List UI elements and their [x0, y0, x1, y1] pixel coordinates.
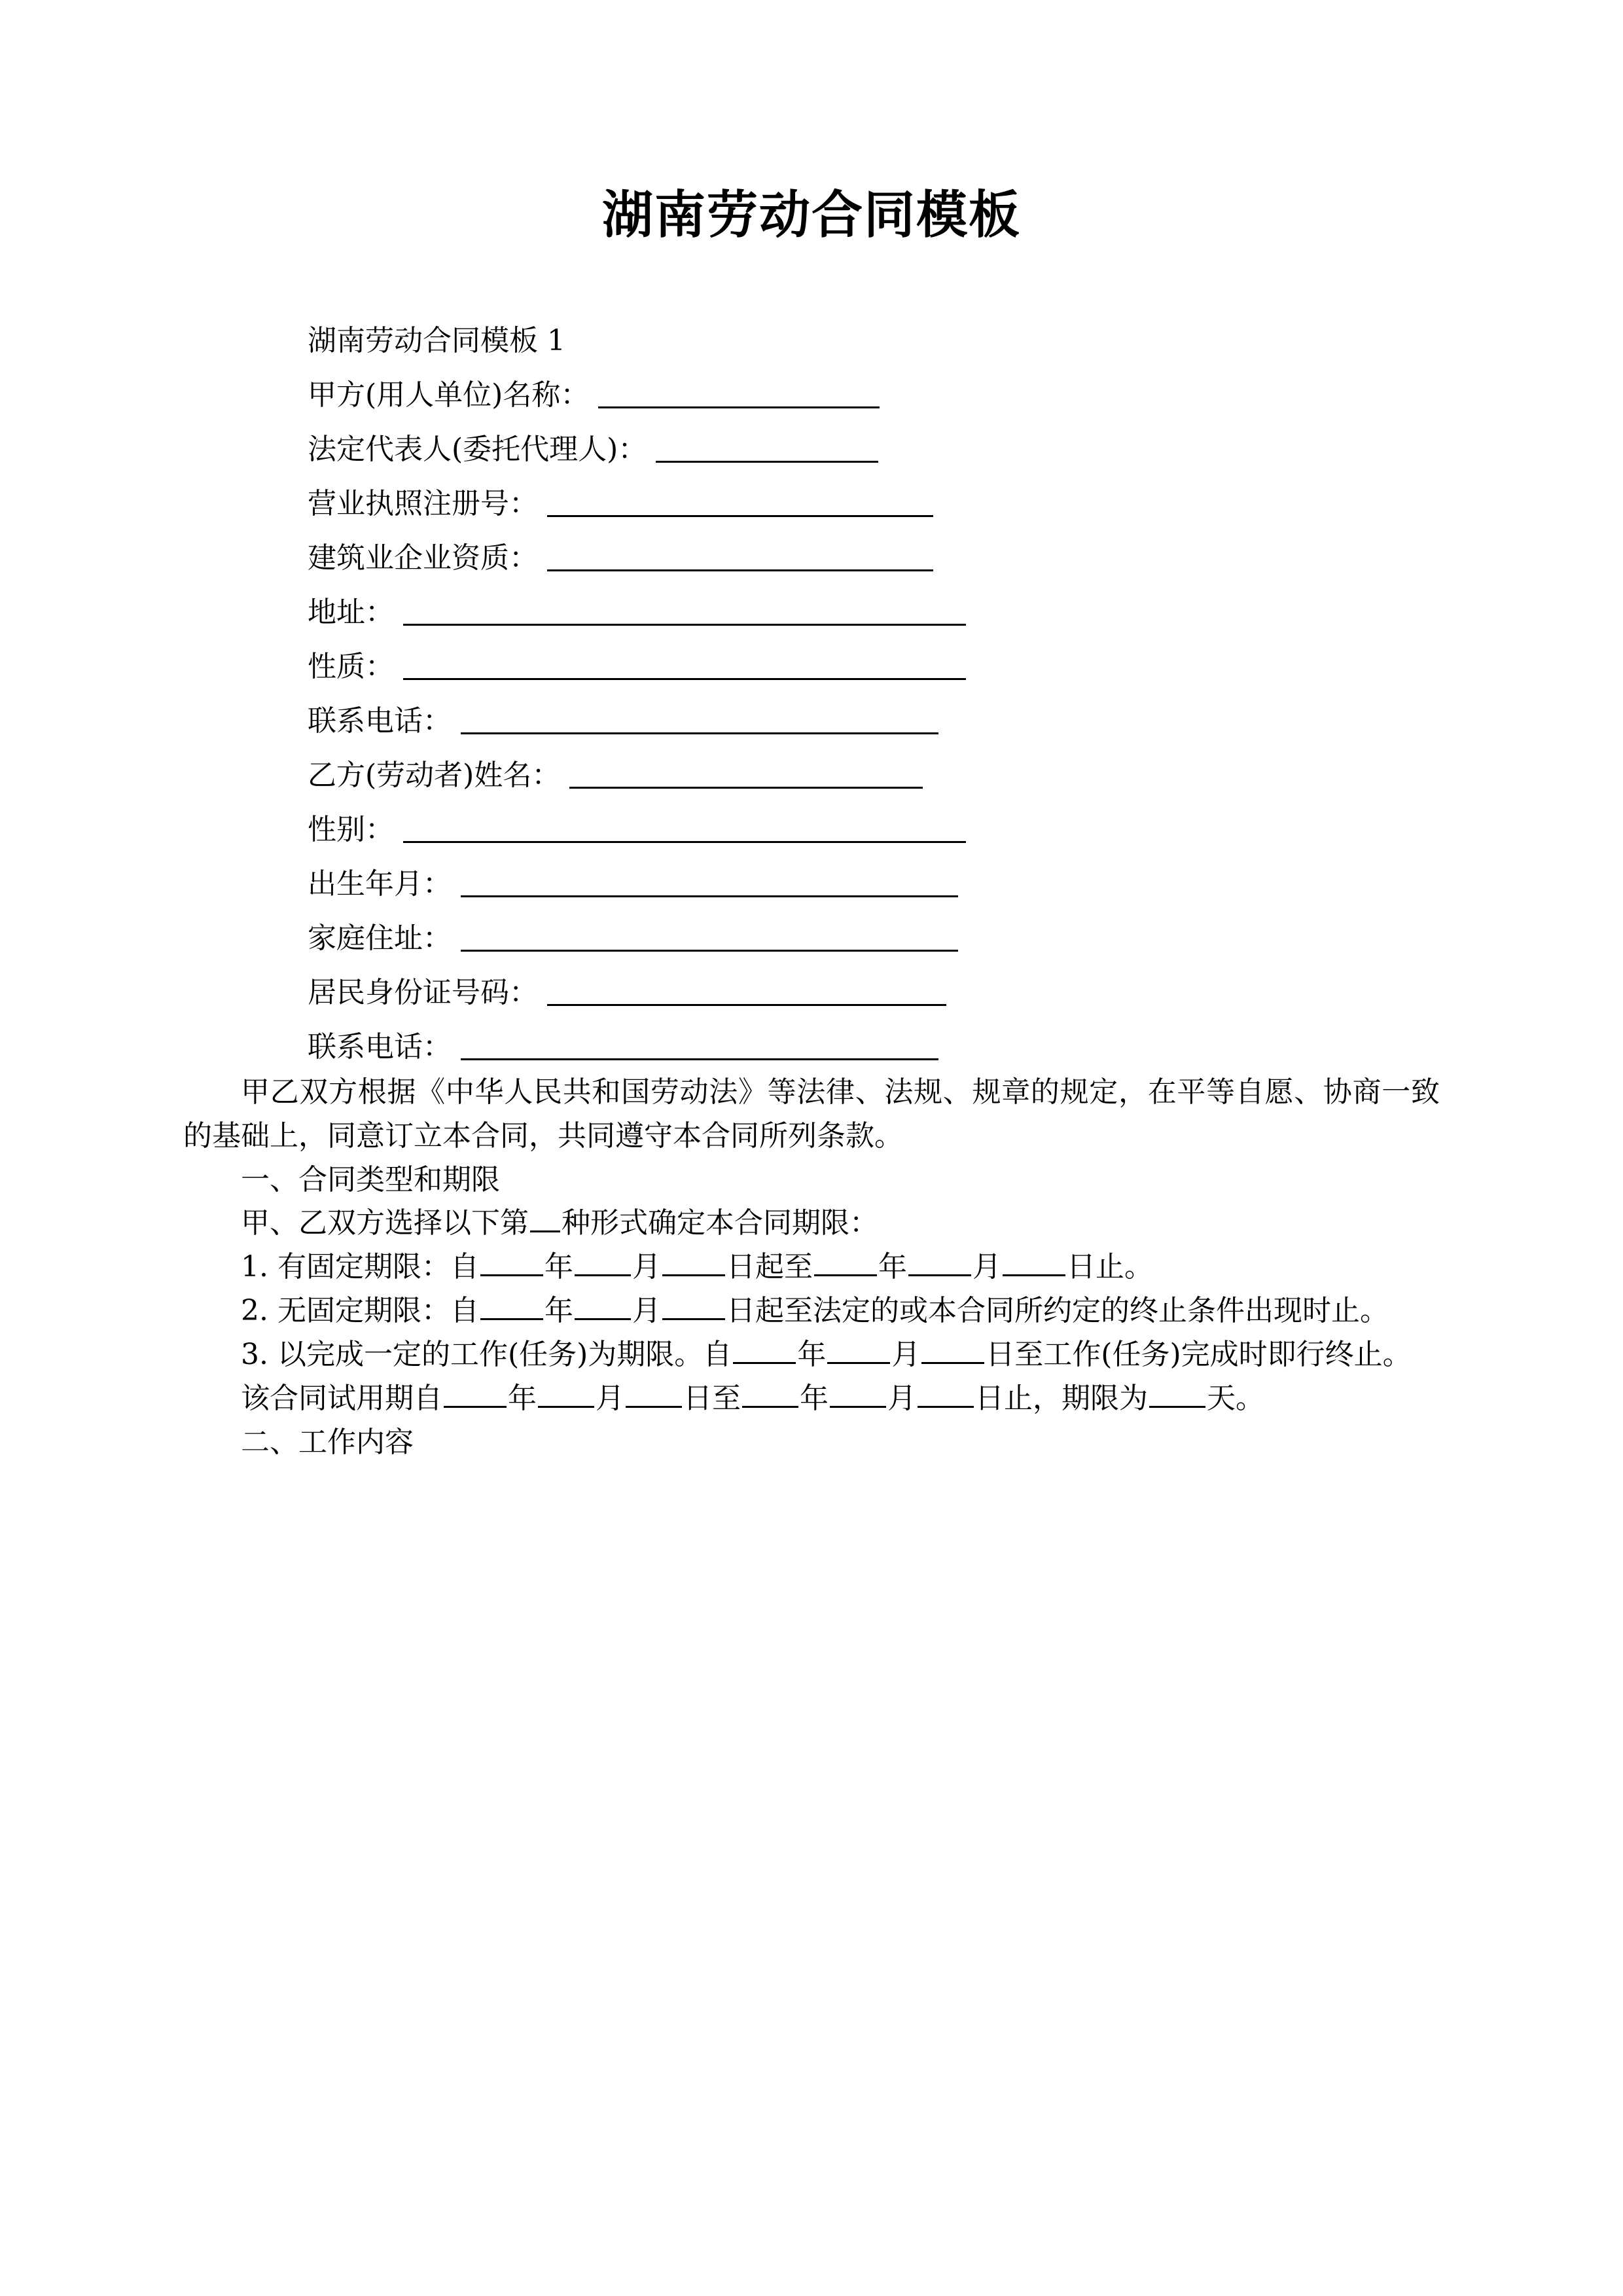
field-rule-legal-representative[interactable]: [656, 460, 878, 463]
clause-fixed-term-year-unit: 年: [544, 1250, 573, 1284]
page-title: 湖南劳动合同模板: [601, 185, 1021, 245]
clause-open-ended-month-unit: 月: [632, 1294, 661, 1328]
field-label-employee-name: 乙方(劳动者)姓名：: [308, 758, 561, 792]
clause-open-ended-rest: 日起至法定的或本合同所约定的终止条件出现时止。: [726, 1294, 1389, 1328]
field-row-employee-id-number: [183, 957, 1440, 1011]
clause-fixed-term-lead: 1. 有固定期限：自: [241, 1250, 479, 1284]
field-rule-employee-birthdate[interactable]: [461, 895, 958, 897]
blank-fixed-term-end-year[interactable]: [814, 1248, 877, 1276]
field-row-legal-representative: [183, 414, 1440, 468]
field-label-legal-representative: 法定代表人(委托代理人)：: [308, 432, 647, 466]
clause-task-based-year-unit: 年: [797, 1338, 827, 1372]
field-label-employee-home-address: 家庭住址：: [308, 921, 452, 955]
clause-task-based-term: [183, 1333, 1440, 1377]
field-rule-employee-phone[interactable]: [461, 1058, 938, 1060]
field-label-business-license-number: 营业执照注册号：: [308, 486, 538, 520]
blank-fixed-term-end-month[interactable]: [908, 1248, 971, 1276]
field-rule-employee-gender[interactable]: [403, 840, 966, 843]
clause-task-based-lead: 3. 以完成一定的工作(任务)为期限。自: [241, 1338, 732, 1372]
blank-probation-start-month[interactable]: [538, 1380, 594, 1408]
clause-probation-lead: 该合同试用期自: [241, 1381, 442, 1415]
field-label-employee-id-number: 居民身份证号码：: [308, 975, 538, 1009]
section-heading-two: 二、工作内容: [241, 1425, 414, 1459]
document-subtitle-row: [183, 305, 1440, 359]
blank-probation-end-year[interactable]: [742, 1380, 798, 1408]
blank-open-ended-start-day[interactable]: [662, 1292, 725, 1320]
field-rule-construction-qualification[interactable]: [547, 569, 933, 571]
clause-fixed-term: [183, 1246, 1440, 1289]
field-row-employee-name: [183, 740, 1440, 794]
field-row-construction-qualification: [183, 522, 1440, 577]
field-rule-employee-name[interactable]: [569, 786, 923, 789]
field-label-employee-gender: 性别：: [308, 812, 394, 846]
section-heading-one: 一、合同类型和期限: [241, 1162, 500, 1196]
field-rule-employee-id-number[interactable]: [547, 1003, 946, 1006]
field-label-employee-birthdate: 出生年月：: [308, 867, 452, 901]
field-rule-employer-name[interactable]: [598, 406, 880, 408]
clause-probation-term-lead: 期限为: [1061, 1381, 1148, 1415]
clause-task-based-rest: 日至工作(任务)完成时即行终止。: [986, 1338, 1412, 1372]
clause-probation-year2-unit: 年: [800, 1381, 829, 1415]
clause-fixed-term-day-unit: 日起至: [726, 1250, 813, 1284]
clause-probation-day-to: 日至: [683, 1381, 741, 1415]
field-label-employer-phone: 联系电话：: [308, 704, 452, 738]
clause-task-based-month-unit: 月: [891, 1338, 921, 1372]
field-row-employee-birthdate: [183, 848, 1440, 903]
blank-probation-end-month[interactable]: [830, 1380, 886, 1408]
preamble-paragraph: 甲乙双方根据《中华人民共和国劳动法》等法律、法规、规章的规定，在平等自愿、协商一致的基础上，同意订立本合同，共同遵守本合同所列条款。: [183, 1075, 1440, 1153]
clause-probation-day-end: 日止，: [975, 1381, 1061, 1415]
blank-open-ended-start-month[interactable]: [575, 1292, 631, 1320]
blank-fixed-term-end-day[interactable]: [1003, 1248, 1065, 1276]
blank-probation-start-day[interactable]: [626, 1380, 682, 1408]
blank-contract-form-number[interactable]: [530, 1204, 560, 1232]
clause-fixed-term-tail: 日止。: [1066, 1250, 1153, 1284]
blank-fixed-term-start-month[interactable]: [575, 1248, 631, 1276]
blank-fixed-term-start-day[interactable]: [662, 1248, 725, 1276]
clause-fixed-term-year2-unit: 年: [878, 1250, 907, 1284]
clause-probation-month-unit: 月: [596, 1381, 624, 1415]
clause-fixed-term-month-unit: 月: [632, 1250, 661, 1284]
field-label-employer-nature: 性质：: [308, 649, 394, 683]
section-one-intro-lead: 甲、乙双方选择以下第: [241, 1206, 529, 1240]
field-row-business-license-number: [183, 468, 1440, 522]
clause-open-ended-lead: 2. 无固定期限：自: [241, 1294, 479, 1328]
field-rule-employer-nature[interactable]: [403, 677, 966, 680]
section-one-intro-tail: 种形式确定本合同期限：: [562, 1206, 878, 1240]
clause-open-ended-year-unit: 年: [544, 1294, 573, 1328]
clause-probation-term-tail: 天。: [1207, 1381, 1264, 1415]
clause-open-ended-term: [183, 1289, 1440, 1333]
field-label-employer-name: 甲方(用人单位)名称：: [308, 378, 590, 412]
document-body: [183, 243, 1440, 1465]
field-row-employee-gender: [183, 794, 1440, 848]
blank-task-based-start-year[interactable]: [733, 1336, 796, 1364]
section-one-intro: [183, 1202, 1440, 1246]
field-row-employer-address: [183, 577, 1440, 631]
blank-probation-days-count[interactable]: [1149, 1380, 1205, 1408]
field-rule-employer-phone[interactable]: [461, 732, 938, 734]
clause-probation-month2-unit: 月: [887, 1381, 916, 1415]
clause-probation-period: [183, 1377, 1440, 1421]
field-label-construction-qualification: 建筑业企业资质：: [308, 541, 538, 575]
field-row-employer-phone: [183, 685, 1440, 740]
document-subtitle: 湖南劳动合同模板 1: [308, 323, 565, 357]
field-row-employee-phone: [183, 1011, 1440, 1066]
field-rule-employee-home-address[interactable]: [461, 949, 958, 952]
blank-open-ended-start-year[interactable]: [480, 1292, 543, 1320]
field-rule-employer-address[interactable]: [403, 623, 966, 626]
field-rule-business-license-number[interactable]: [547, 514, 933, 517]
blank-probation-start-year[interactable]: [444, 1380, 507, 1408]
clause-fixed-term-month2-unit: 月: [972, 1250, 1001, 1284]
field-label-employer-address: 地址：: [308, 595, 394, 629]
field-row-employer-name: [183, 359, 1440, 414]
blank-task-based-start-month[interactable]: [827, 1336, 890, 1364]
field-label-employee-phone: 联系电话：: [308, 1030, 452, 1064]
blank-probation-end-day[interactable]: [918, 1380, 974, 1408]
blank-task-based-start-day[interactable]: [921, 1336, 984, 1364]
blank-fixed-term-start-year[interactable]: [480, 1248, 543, 1276]
clause-probation-year-unit: 年: [508, 1381, 537, 1415]
field-row-employee-home-address: [183, 903, 1440, 957]
field-row-employer-nature: [183, 631, 1440, 685]
